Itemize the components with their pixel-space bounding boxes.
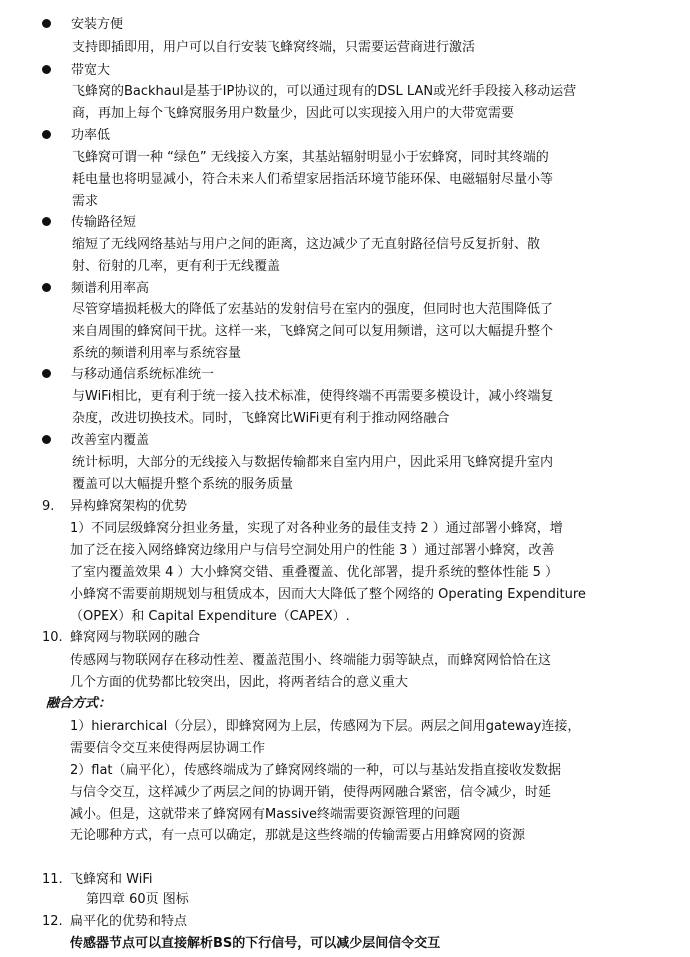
text-line: 商，再加上每个飞蜂窝服务用户数量少，因此可以实现接入用户的大带宽需要	[72, 106, 515, 121]
section-title: 频谱利用率高	[71, 281, 150, 296]
text-line: 支持即插即用，用户可以自行安装飞蜂窝终端，只需要运营商进行激活	[72, 40, 476, 55]
section-heading	[42, 60, 110, 82]
text-line: 1）hierarchical（分层），即蜂窝网为上层，传感网为下层。两层之间用gateway连接，	[70, 719, 581, 734]
text-line: 需求	[72, 194, 99, 209]
fusion-heading: 融合方式：	[46, 696, 112, 711]
text-line: 与WiFi相比，更有利于统一接入技术标准，使得终端不再需要多模设计，减小终端复	[72, 389, 554, 404]
text-line: 减小。但是，这就带来了蜂窝网有Massive终端需要资源管理的问题	[70, 807, 461, 822]
text-line: 需要信令交互来使得两层协调工作	[70, 741, 266, 756]
text-line: （OPEX）和 Capital Expenditure（CAPEX）.	[70, 609, 350, 624]
bullet-icon	[42, 369, 51, 378]
item-body	[70, 518, 630, 628]
fusion-paragraph	[70, 825, 630, 847]
section-title: 与移动通信系统标准统一	[71, 367, 215, 382]
numbered-heading	[42, 496, 187, 518]
section-body	[72, 299, 624, 365]
section-heading	[42, 14, 123, 36]
section-heading	[42, 212, 136, 234]
text-line: 缩短了无线网络基站与用户之间的距离，这边减少了无直射路径信号反复折射、散	[72, 237, 541, 252]
fusion-paragraph	[70, 760, 630, 826]
text-line: 射、衍射的几率，更有利于无线覆盖	[72, 259, 281, 274]
section-title: 改善室内覆盖	[71, 433, 150, 448]
text-line: 飞蜂窝的Backhaul是基于IP协议的，可以通过现有的DSL LAN或光纤手段接入移动运营	[72, 84, 577, 99]
section-body	[72, 386, 624, 430]
bold-statement: 传感器节点可以直接解析BS的下行信号，可以减少层间信令交互	[70, 936, 441, 951]
text-line: 耗电量也将明显减小，符合未来人们希望家居指活环境节能环保、电磁辐射尽量小等	[72, 172, 554, 187]
section-body	[72, 37, 624, 59]
section-body	[72, 147, 624, 213]
fusion-paragraph	[70, 716, 630, 760]
bullet-icon	[42, 283, 51, 292]
text-line: 2）flat（扁平化），传感终端成为了蜂窝网终端的一种，可以与基站发指直接收发数据	[70, 763, 562, 778]
bullet-icon	[42, 19, 51, 28]
text-line: 小蜂窝不需要前期规划与租赁成本，因而大大降低了整个网络的 Operating Expenditure	[70, 587, 586, 602]
bullet-icon	[42, 65, 51, 74]
item-number: 9.	[42, 499, 55, 514]
text-line: 飞蜂窝可谓一种 “绿色” 无线接入方案，其基站辐射明显小于宏蜂窝，同时其终端的	[72, 150, 549, 165]
section-heading	[42, 278, 149, 300]
text-line: 来自周围的蜂窝间干扰。这样一来，飞蜂窝之间可以复用频谱，这可以大幅提升整个	[72, 324, 554, 339]
text-line: 杂度，改进切换技术。同时，飞蜂窝比WiFi更有利于推动网络融合	[72, 411, 450, 426]
numbered-heading	[42, 869, 152, 891]
text-line: 了室内覆盖效果 4 ）大小蜂窝交错、重叠覆盖、优化部署，提升系统的整体性能 5 ）	[70, 565, 559, 580]
item-title: 异构蜂窝架构的优势	[70, 499, 188, 514]
item-number: 10.	[42, 630, 63, 645]
chapter-reference: 第四章 60页 图标	[86, 892, 189, 907]
text-line: 覆盖可以大幅提升整个系统的服务质量	[72, 477, 294, 492]
item-number: 11.	[42, 872, 63, 887]
bullet-icon	[42, 130, 51, 139]
text-line: 与信令交互，这样减少了两层之间的协调开销，使得两网融合紧密，信令减少，时延	[70, 785, 552, 800]
section-body	[72, 452, 624, 496]
text-line: 系统的频谱利用率与系统容量	[72, 346, 242, 361]
bullet-icon	[42, 217, 51, 226]
section-title: 功率低	[71, 128, 111, 143]
numbered-heading	[42, 911, 187, 933]
section-title: 带宽大	[71, 63, 111, 78]
section-title: 安装方便	[71, 17, 124, 32]
text-line: 尽管穿墙损耗极大的降低了宏基站的发射信号在室内的强度，但同时也大范围降低了	[72, 302, 554, 317]
section-heading	[42, 430, 149, 452]
text-line: 统计标明，大部分的无线接入与数据传输都来自室内用户，因此采用飞蜂窝提升室内	[72, 455, 554, 470]
item-body	[70, 650, 630, 694]
bullet-icon	[42, 435, 51, 444]
section-title: 传输路径短	[71, 215, 137, 230]
item-title: 飞蜂窝和 WiFi	[70, 872, 153, 887]
section-body	[72, 81, 624, 125]
section-heading	[42, 125, 110, 147]
section-heading	[42, 364, 214, 386]
text-line: 传感网与物联网存在移动性差、覆盖范围小、终端能力弱等缺点，而蜂窝网恰恰在这	[70, 653, 552, 668]
item-title: 蜂窝网与物联网的融合	[70, 630, 201, 645]
text-line: 加了泛在接入网络蜂窝边缘用户与信号空洞处用户的性能 3 ）通过部署小蜂窝，改善	[70, 543, 555, 558]
text-line: 无论哪种方式，有一点可以确定，那就是这些终端的传输需要占用蜂窝网的资源	[70, 828, 526, 843]
item-number: 12.	[42, 914, 63, 929]
item-title: 扁平化的优势和特点	[70, 914, 188, 929]
text-line: 1）不同层级蜂窝分担业务量，实现了对各种业务的最佳支持 2 ）通过部署小蜂窝，增	[70, 521, 563, 536]
numbered-heading	[42, 627, 200, 649]
text-line: 几个方面的优势都比较突出，因此，将两者结合的意义重大	[70, 675, 409, 690]
section-body	[72, 234, 624, 278]
